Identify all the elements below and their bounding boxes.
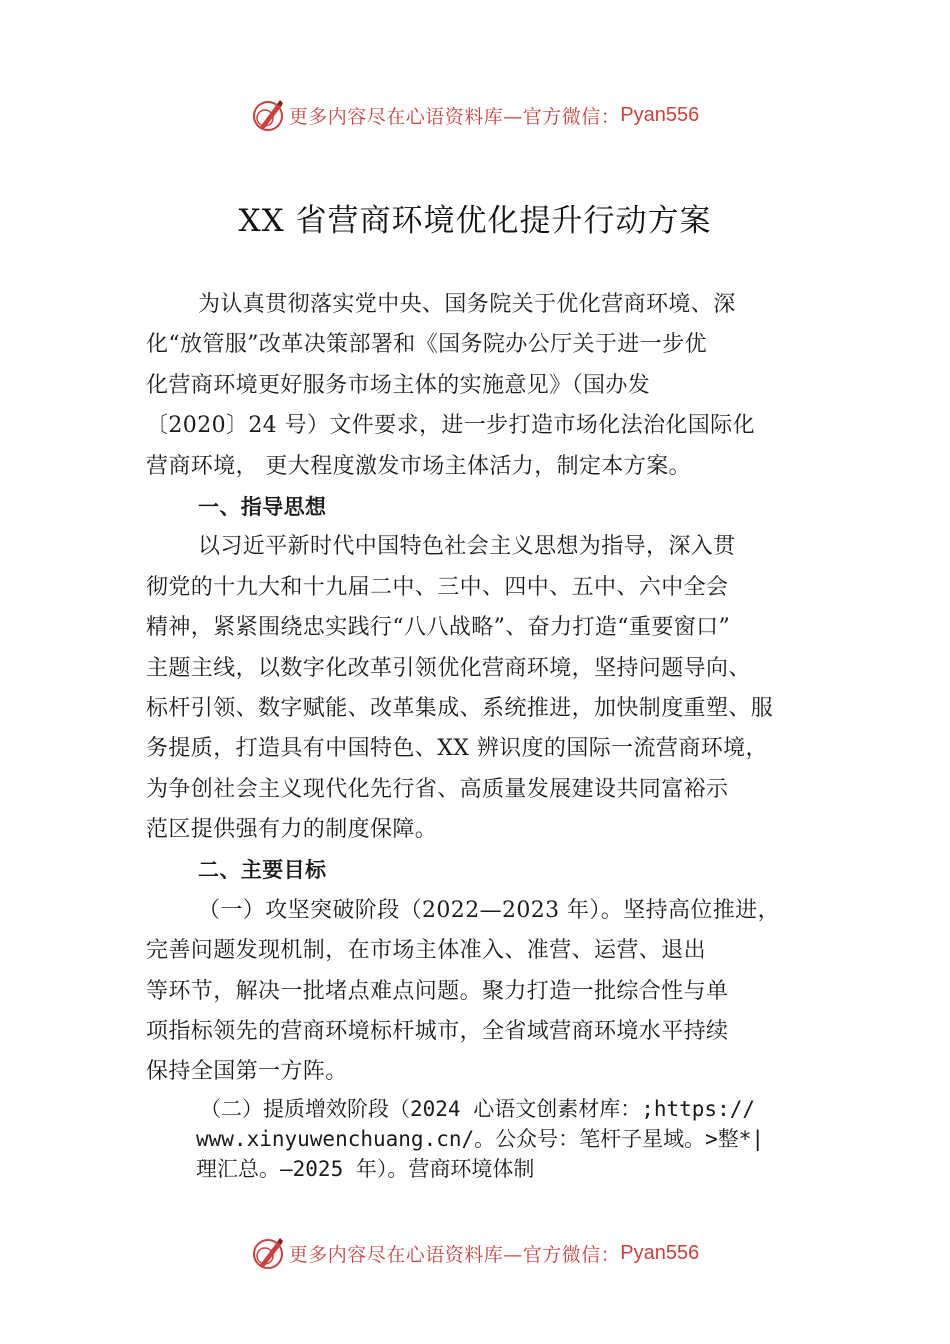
intro-line: 化“放管服”改革决策部署和《国务院办公厅关于进一步优 xyxy=(146,332,707,358)
section1-line: 为争创社会主义现代化先行省、高质量发展建设共同富裕示 xyxy=(146,776,729,802)
section2-line: 完善问题发现机制，在市场主体准入、准营、运营、退出 xyxy=(146,938,707,964)
tail-line: www.xinyuwenchuang.cn/。公众号：笔杆子星域。>整*| xyxy=(196,1127,765,1151)
section1-line: 范区提供强有力的制度保障。 xyxy=(146,817,438,843)
watermark-footer xyxy=(0,1233,950,1273)
watermark-text: 更多内容尽在心语资料库—官方微信： xyxy=(288,1243,621,1266)
section-heading-guiding-thought: 一、指导思想 xyxy=(198,494,327,519)
watermark-header xyxy=(0,95,950,135)
tail-line: 理汇总。—2025 年）。营商环境体制 xyxy=(196,1157,535,1181)
intro-line: 化营商环境更好服务市场主体的实施意见》（国办发 xyxy=(146,372,651,398)
section1-line: 精神，紧紧围绕忠实践行“八八战略”、奋力打造“重要窗口” xyxy=(146,615,731,641)
section2-line: 项指标领先的营商环境标杆城市，全省域营商环境水平持续 xyxy=(146,1019,729,1045)
watermark-handle: Pyan556 xyxy=(620,1241,700,1264)
section1-line: 以习近平新时代中国特色社会主义思想为指导，深入贯 xyxy=(198,534,736,560)
section1-line: 彻党的十九大和十九届二中、三中、四中、五中、六中全会 xyxy=(146,574,729,600)
watermark-handle: Pyan556 xyxy=(620,103,700,126)
section2-line: 保持全国第一方阵。 xyxy=(146,1059,348,1085)
intro-line: 〔2020〕24 号）文件要求，进一步打造市场化法治化国际化 xyxy=(146,413,755,439)
document-title: XX 省营商环境优化提升行动方案 xyxy=(238,203,712,239)
pen-logo-icon xyxy=(251,1236,285,1270)
section-heading-main-goals: 二、主要目标 xyxy=(198,858,327,883)
intro-line: 为认真贯彻落实党中央、国务院关于优化营商环境、深 xyxy=(198,292,736,317)
section2-line: （一）攻坚突破阶段（2022—2023 年）。坚持高位推进， xyxy=(198,897,780,923)
tail-line: （二）提质增效阶段（2024 心语文创素材库：;https:// xyxy=(200,1097,756,1121)
section2-line: 等环节，解决一批堵点难点问题。聚力打造一批综合性与单 xyxy=(146,978,729,1004)
section1-line: 主题主线，以数字化改革引领优化营商环境，坚持问题导向、 xyxy=(146,655,751,681)
pen-logo-icon xyxy=(251,98,285,132)
watermark-text: 更多内容尽在心语资料库—官方微信： xyxy=(288,105,621,128)
section2-tail xyxy=(196,1094,856,1184)
document-body xyxy=(146,285,806,1093)
intro-line: 营商环境， 更大程度激发市场主体活力，制定本方案。 xyxy=(146,453,691,479)
section1-line: 务提质，打造具有中国特色、XX 辨识度的国际一流营商环境， xyxy=(146,736,768,762)
section1-line: 标杆引领、数字赋能、改革集成、系统推进，加快制度重塑、服 xyxy=(146,695,774,721)
